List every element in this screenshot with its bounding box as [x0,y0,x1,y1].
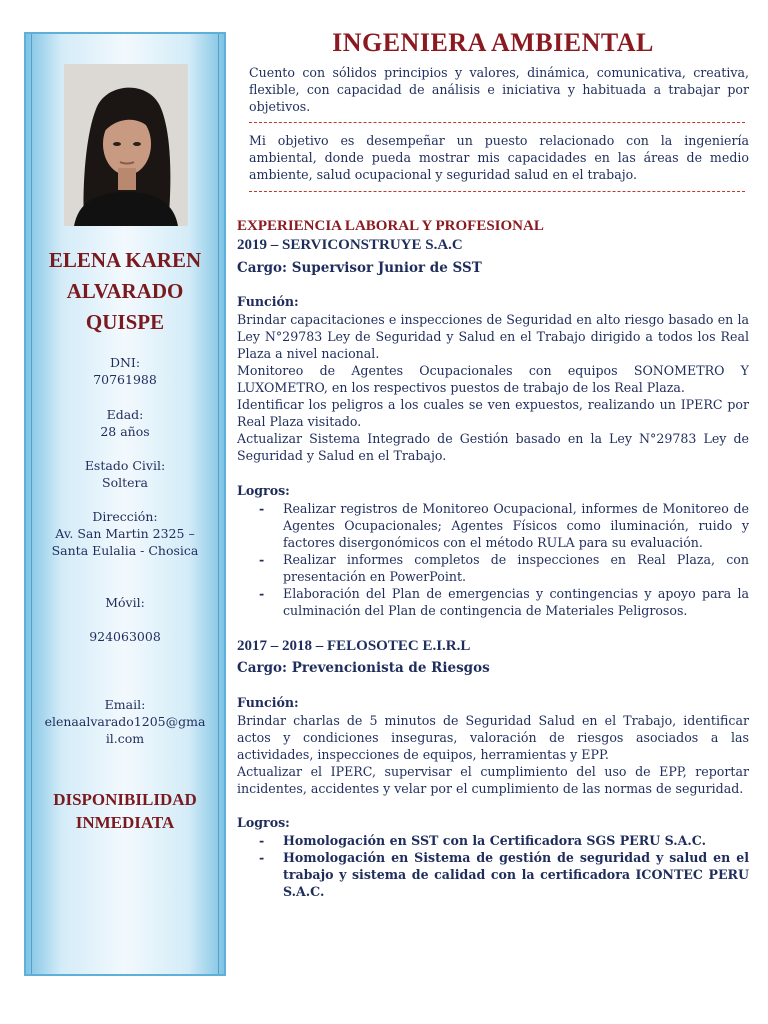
name-line-2: ALVARADO [66,279,184,303]
job2-achievements [237,832,749,900]
name-line-1: ELENA KAREN [48,248,202,272]
address-label: Dirección: [92,509,158,524]
divider-bottom [249,191,745,192]
civil-status-value: Soltera [102,475,148,490]
job1-achievements-label: Logros: [237,483,290,498]
email-label: Email: [104,697,146,712]
divider-top [249,122,745,123]
portrait-illustration [64,64,188,226]
job2-function-item: Actualizar el IPERC, supervisar el cumplimiento del uso de EPP, reportar incidentes, accidentes y velar por el cumplimiento de las normas de seguridad. [237,764,749,796]
profile-photo [64,64,188,226]
experience-heading: EXPERIENCIA LABORAL Y PROFESIONAL [237,218,544,234]
job2-position: Cargo: Prevencionista de Riesgos [237,660,490,676]
availability-badge [26,788,224,834]
list-item: - Homologación en SST con la Certificadora SGS PERU S.A.C. [237,832,749,849]
job2-functions [237,712,749,797]
list-item: - Homologación en Sistema de gestión de seguridad y salud en el trabajo y sistema de calidad con la certificadora ICONTEC PERU S.A.C. [237,849,749,900]
address-line-2: Santa Eulalia - Chosica [51,543,199,558]
email-line-2[interactable]: il.com [105,731,145,746]
email-line-1[interactable]: elenaalvarado1205@gma [44,714,206,729]
mobile-value: 924063008 [89,629,161,644]
job1-achievements [237,500,749,619]
availability-line-1: DISPONIBILIDAD [53,790,197,809]
age-label: Edad: [106,407,144,422]
list-item: - Elaboración del Plan de emergencias y contingencias y apoyo para la culminación del Plan de contingencia de Materiales Peligrosos. [237,585,749,619]
page-title: INGENIERA AMBIENTAL [332,28,654,57]
list-item: - Realizar informes completos de inspecciones en Real Plaza, con presentación en PowerPoint. [237,551,749,585]
list-item: - Realizar registros de Monitoreo Ocupacional, informes de Monitoreo de Agentes Ocupacionales; Agentes Físicos como iluminación, ruido y factores disergonómicos con el método RULA para su evaluación. [237,500,749,551]
address-block [26,508,224,559]
civil-status-block [26,457,224,491]
job2-function-item: Brindar charlas de 5 minutos de Seguridad Salud en el Trabajo, identificar actos y condiciones inseguras, valoración de riesgos asociados a las actividades, inspecciones de equipos, herramientas y EPP. [237,713,749,762]
dni-label: DNI: [109,355,141,370]
dni-value: 70761988 [93,372,157,387]
job1-function-label: Función: [237,294,299,309]
job1-function-item: Identificar los peligros a los cuales se ven expuestos, realizando un IPERC por Real Plaza visitado. [237,397,749,429]
job1-header: 2019 – SERVICONSTRUYE S.A.C [237,237,463,253]
dni-block [26,354,224,388]
email-block [26,696,224,747]
job2-achievements-label: Logros: [237,815,290,830]
address-line-1: Av. San Martin 2325 – [55,526,195,541]
name-line-3: QUISPE [85,310,165,334]
candidate-name [26,245,224,338]
objective-text: Mi objetivo es desempeñar un puesto relacionado con la ingeniería ambiental, donde pueda mostrar mis capacidades en las áreas de medio ambiente, salud ocupacional y seguridad salud en el trabajo. [249,133,749,182]
availability-line-2: INMEDIATA [75,813,175,832]
job2-header: 2017 – 2018 – FELOSOTEC E.I.R.L [237,638,471,654]
job1-position: Cargo: Supervisor Junior de SST [237,260,482,276]
job1-function-item: Monitoreo de Agentes Ocupacionales con equipos SONOMETRO Y LUXOMETRO, en los respectivos puestos de trabajo de los Real Plaza. [237,363,749,395]
age-value: 28 años [100,424,150,439]
job1-function-item: Actualizar Sistema Integrado de Gestión basado en la Ley N°29783 Ley de Seguridad y Salud en el Trabajo. [237,431,749,463]
sidebar [24,32,226,976]
job1-functions [237,311,749,464]
job1-function-item: Brindar capacitaciones e inspecciones de Seguridad en alto riesgo basado en la Ley N°29783 Ley de Seguridad y Salud en el Trabajo dirigido a todos los Real Plaza a nivel nacional. [237,312,749,361]
job2-function-label: Función: [237,695,299,710]
age-block [26,406,224,440]
civil-status-label: Estado Civil: [84,458,166,473]
profile-summary: Cuento con sólidos principios y valores, dinámica, comunicativa, creativa, flexible, con capacidad de análisis e iniciativa y habituada a trabajar por objetivos. [249,65,749,114]
mobile-label: Móvil: [105,595,145,610]
